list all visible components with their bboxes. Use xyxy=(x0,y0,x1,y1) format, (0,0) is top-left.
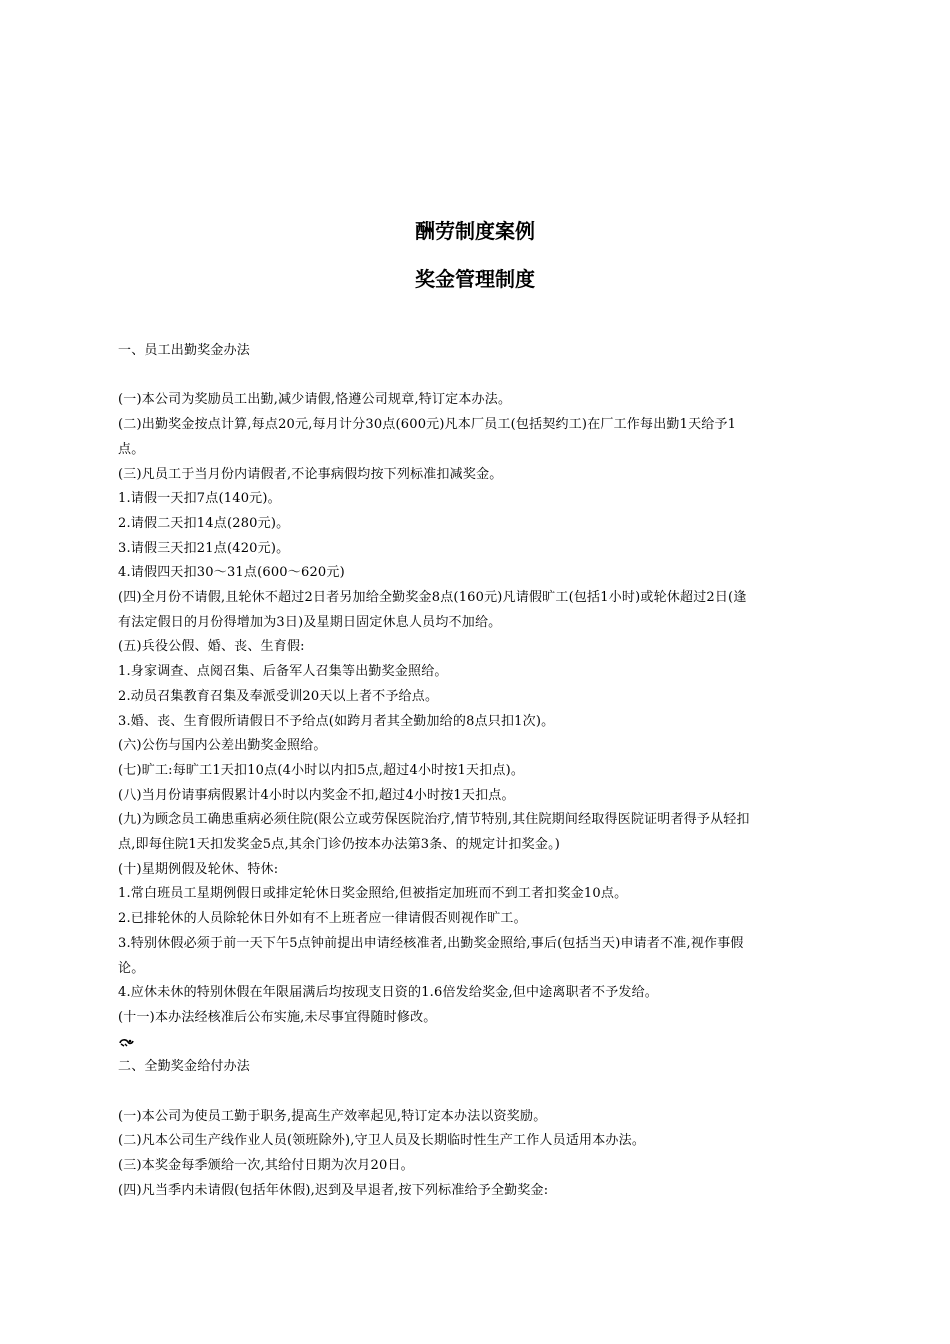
paragraph-line: (七)旷工:每旷工1天扣10点(4小时以内扣5点,超过4小时按1天扣点)。 xyxy=(118,762,525,778)
paragraph-line: (六)公伤与国内公差出勤奖金照给。 xyxy=(118,738,327,754)
paragraph-line: 3.婚、丧、生育假所请假日不予给点(如跨月者其全勤加给的8点只扣1次)。 xyxy=(118,713,555,729)
paragraph-line: (二)凡本公司生产线作业人员(领班除外),守卫人员及长期临时性生产工作人员适用本办法。 xyxy=(118,1133,646,1149)
paragraph-line: (八)当月份请事病假累计4小时以内奖金不扣,超过4小时按1天扣点。 xyxy=(118,787,515,803)
document-title: 酬劳制度案例 xyxy=(415,219,535,243)
paragraph-line: (三)凡员工于当月份内请假者,不论事病假均按下列标准扣减奖金。 xyxy=(118,466,503,482)
paragraph-line: (三)本奖金每季颁给一次,其给付日期为次月20日。 xyxy=(118,1158,414,1174)
section-heading: 二、全勤奖金给付办法 xyxy=(118,1059,251,1075)
paragraph-line: (一)本公司为奖励员工出勤,减少请假,恪遵公司规章,特订定本办法。 xyxy=(118,392,512,408)
paragraph-line: 点,即每住院1天扣发奖金5点,其余门诊仍按本办法第3条、的规定计扣奖金。) xyxy=(118,837,561,853)
paragraph-line: 1.身家调查、点阅召集、后备军人召集等出勤奖金照给。 xyxy=(118,664,448,680)
paragraph-line: (一)本公司为使员工勤于职务,提高生产效率起见,特订定本办法以资奖励。 xyxy=(118,1108,547,1124)
paragraph-line: 2.动员召集教育召集及奉派受训20天以上者不予给点。 xyxy=(118,688,439,704)
paragraph-line: 4.请假四天扣30～31点(600～620元) xyxy=(118,565,345,581)
paragraph-line: 1.请假一天扣7点(140元)。 xyxy=(118,491,281,507)
section-heading: 一、员工出勤奖金办法 xyxy=(118,343,251,358)
decorative-symbol-line xyxy=(118,1031,830,1056)
paragraph-line: (五)兵役公假、婚、丧、生育假: xyxy=(118,639,305,655)
document-body xyxy=(118,339,830,1204)
paragraph-line: (四)全月份不请假,且轮休不超过2日者另加给全勤奖金8点(160元)凡请假旷工(包括1小时)或轮休超过2日(逢 xyxy=(118,590,747,606)
paragraph-line: 3.请假三天扣21点(420元)。 xyxy=(118,540,290,556)
paragraph-line: (十)星期例假及轮休、特休: xyxy=(118,861,279,877)
paragraph-line: 论。 xyxy=(118,960,145,976)
decorative-symbol-icon xyxy=(118,1036,134,1048)
paragraph-line: 4.应休未休的特别休假在年限届满后均按现支日资的1.6倍发给奖金,但中途离职者不予发给。 xyxy=(118,985,659,1001)
paragraph-line: 3.特别休假必须于前一天下午5点钟前提出申请经核准者,出勤奖金照给,事后(包括当天)申请者不准,视作事假 xyxy=(118,935,744,951)
paragraph-line: 1.常白班员工星期例假日或排定轮休日奖金照给,但被指定加班而不到工者扣奖金10点。 xyxy=(118,886,628,902)
paragraph-line: 有法定假日的月份得增加为3日)及星期日固定休息人员均不加给。 xyxy=(118,614,502,630)
document-subtitle: 奖金管理制度 xyxy=(415,267,535,291)
paragraph-line: (二)出勤奖金按点计算,每点20元,每月计分30点(600元)凡本厂员工(包括契约工)在厂工作每出勤1天给予1 xyxy=(118,417,737,433)
paragraph-line: 2.已排轮休的人员除轮休日外如有不上班者应一律请假否则视作旷工。 xyxy=(118,911,527,927)
paragraph-line: (四)凡当季内未请假(包括年休假),迟到及早退者,按下列标准给予全勤奖金: xyxy=(118,1182,549,1198)
paragraph-line: 2.请假二天扣14点(280元)。 xyxy=(118,515,290,531)
paragraph-line: (十一)本办法经核准后公布实施,未尽事宜得随时修改。 xyxy=(118,1009,437,1025)
paragraph-line: (九)为顾念员工确患重病必须住院(限公立或劳保医院治疗,情节特别,其住院期间经取得医院证明者得予从轻扣 xyxy=(118,812,750,828)
paragraph-line: 点。 xyxy=(118,441,145,457)
